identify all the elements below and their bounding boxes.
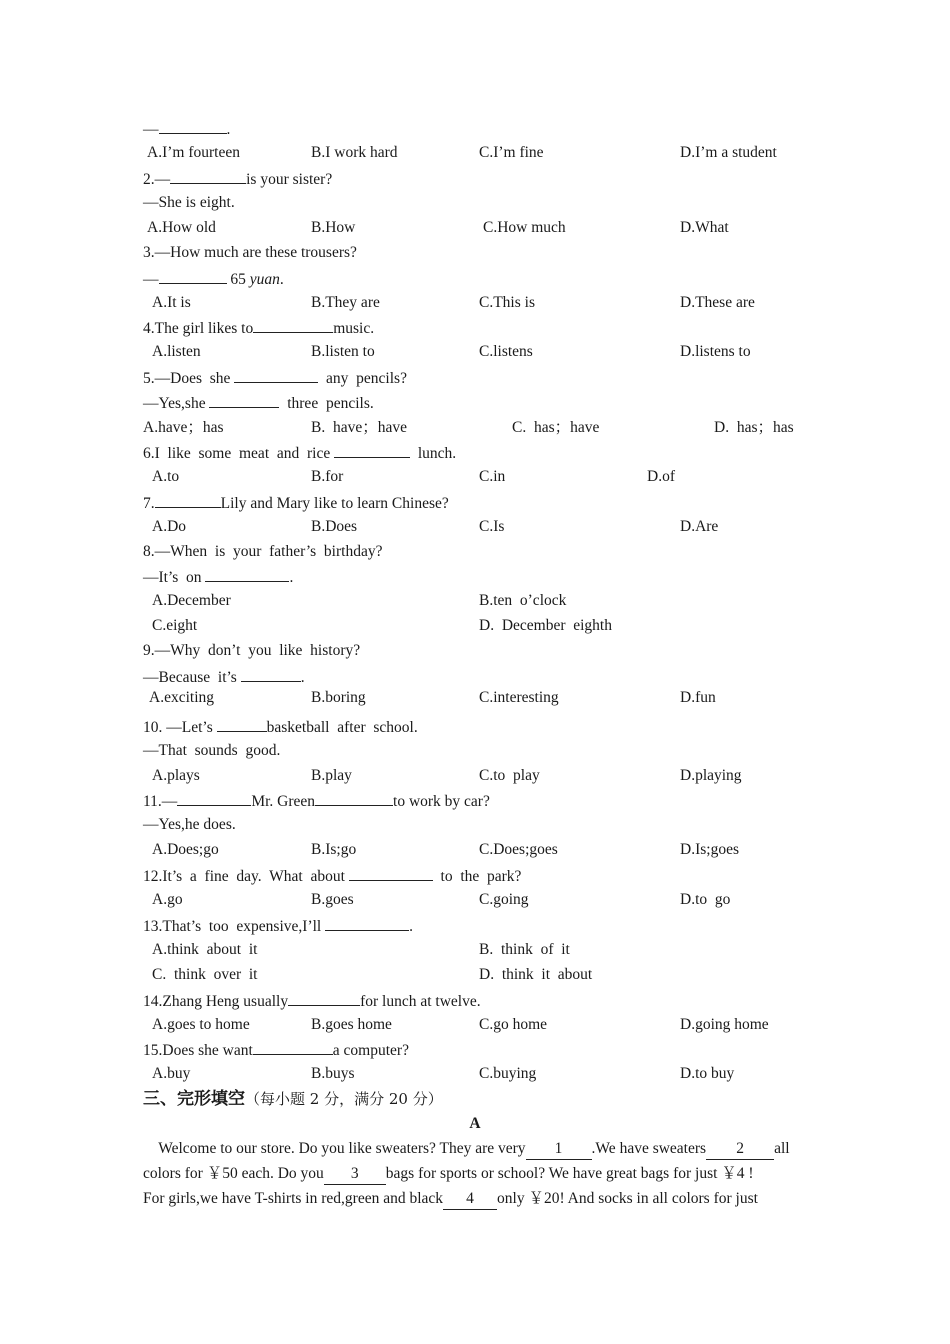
q15-stem: [143, 1039, 409, 1061]
q8-option-d: D. December eighth: [479, 617, 612, 634]
q9-answer-suffix: .: [300, 669, 305, 686]
q1-answer-line: [143, 118, 230, 140]
q3-option-a: A.It is: [152, 294, 191, 311]
answer-blank: [205, 566, 289, 582]
q10-suffix: basketball after school.: [266, 719, 418, 736]
answer-blank: [288, 990, 360, 1006]
passage-text: all: [774, 1140, 790, 1157]
q5-option-a: A.have；has: [143, 419, 224, 436]
q7-option-b: B.Does: [311, 518, 358, 535]
q15-option-c: C.buying: [479, 1065, 537, 1082]
passage-line-1: [143, 1139, 790, 1160]
q15-prefix: 15.Does she want: [143, 1042, 253, 1059]
q1-option-b: B.I work hard: [311, 144, 398, 161]
answer-blank: [253, 317, 333, 333]
passage-line-3: [143, 1189, 758, 1210]
q8-stem: 8.—When is your father’s birthday?: [143, 543, 383, 560]
q7-option-d: D.Are: [680, 518, 719, 535]
answer-blank: [209, 392, 279, 408]
q2-option-c: C.How much: [483, 219, 566, 236]
q4-option-b: B.listen to: [311, 343, 375, 360]
answer-blank: [177, 790, 251, 806]
passage-text: .We have sweaters: [591, 1140, 707, 1157]
cloze-blank-2: 2: [706, 1139, 774, 1160]
passage-text: colors for ￥50 each. Do you: [143, 1165, 324, 1182]
q13-option-c: C. think over it: [152, 966, 258, 983]
q9-option-a: A.exciting: [149, 689, 214, 706]
passage-text: For girls,we have T-shirts in red,green and black: [143, 1190, 444, 1207]
q5-answer: [143, 392, 374, 414]
q6-stem: [143, 442, 456, 464]
q12-prefix: 12.It’s a fine day. What about: [143, 868, 349, 885]
q5-suffix: any pencils?: [318, 370, 407, 387]
q15-option-a: A.buy: [152, 1065, 191, 1082]
q13-suffix: .: [409, 918, 413, 935]
q2-option-b: B.How: [311, 219, 356, 236]
q13-stem: [143, 915, 413, 937]
q5-option-d: D. has；has: [714, 419, 794, 436]
q2-option-d: D.What: [680, 219, 729, 236]
q8-option-b: B.ten o’clock: [479, 592, 567, 609]
answer-blank: [315, 790, 393, 806]
q9-answer: [143, 666, 305, 688]
q11-prefix: 11.—: [143, 793, 178, 810]
q6-prefix: 6.I like some meat and rice: [143, 445, 335, 462]
answer-blank: [325, 915, 409, 931]
q13-option-b: B. think of it: [479, 941, 570, 958]
q6-option-b: B.for: [311, 468, 344, 485]
q13-option-d: D. think it about: [479, 966, 593, 983]
q10-option-a: A.plays: [152, 767, 200, 784]
q9-stem: 9.—Why don’t you like history?: [143, 642, 361, 659]
section-title: 三、完形填空: [143, 1089, 245, 1109]
answer-blank: [349, 865, 433, 881]
answer-blank: [170, 168, 246, 184]
q2-suffix: is your sister?: [246, 171, 333, 188]
cloze-blank-1: 1: [526, 1139, 592, 1160]
q6-option-d: D.of: [647, 468, 675, 485]
q12-option-d: D.to go: [680, 891, 731, 908]
q2-answer: —She is eight.: [143, 194, 235, 211]
q8-answer: [143, 566, 293, 588]
q5-answer-prefix: —Yes,she: [143, 395, 210, 412]
q5-stem: [143, 367, 407, 389]
q8-answer-suffix: .: [289, 569, 294, 586]
q11-option-c: C.Does;goes: [479, 841, 558, 858]
q11-answer: —Yes,he does.: [143, 816, 236, 833]
passage-text: only ￥20! And socks in all colors for just: [497, 1190, 758, 1207]
q10-prefix: 10. —Let’s: [143, 719, 217, 736]
q12-option-b: B.goes: [311, 891, 354, 908]
q14-suffix: for lunch at twelve.: [360, 993, 481, 1010]
q13-prefix: 13.That’s too expensive,I’ll: [143, 918, 326, 935]
q7-option-a: A.Do: [152, 518, 187, 535]
q15-option-b: B.buys: [311, 1065, 355, 1082]
q14-option-b: B.goes home: [311, 1016, 392, 1033]
section-heading: [143, 1089, 443, 1110]
period: .: [226, 121, 231, 138]
cloze-blank-3: 3: [324, 1164, 386, 1185]
q6-option-c: C.in: [479, 468, 506, 485]
q2-prefix: 2.—: [143, 171, 171, 188]
passage-line-2: [143, 1164, 754, 1185]
answer-blank: [159, 268, 227, 284]
q7-stem: [143, 492, 449, 514]
q3-option-d: D.These are: [680, 294, 755, 311]
q11-stem: [143, 790, 490, 812]
q6-option-a: A.to: [152, 468, 180, 485]
q7-suffix: Lily and Mary like to learn Chinese?: [220, 495, 449, 512]
q10-option-b: B.play: [311, 767, 352, 784]
q12-option-c: C.going: [479, 891, 529, 908]
answer-blank: [217, 716, 267, 732]
answer-blank: [334, 442, 410, 458]
q1-option-a: A.I’m fourteen: [147, 144, 240, 161]
q6-suffix: lunch.: [410, 445, 457, 462]
dash: —: [143, 271, 159, 288]
q14-prefix: 14.Zhang Heng usually: [143, 993, 289, 1010]
q2-stem: [143, 168, 332, 190]
q11-option-d: D.Is;goes: [680, 841, 739, 858]
unit: yuan: [249, 271, 280, 288]
q4-suffix: music.: [333, 320, 375, 337]
q4-stem: [143, 317, 374, 339]
q14-stem: [143, 990, 481, 1012]
period: .: [279, 271, 284, 288]
answer-blank: [253, 1039, 333, 1055]
q15-suffix: a computer?: [332, 1042, 409, 1059]
answer-blank: [159, 118, 227, 134]
passage-label: A: [469, 1115, 481, 1132]
q8-option-c: C.eight: [152, 617, 198, 634]
q1-option-d: D.I’m a student: [680, 144, 777, 161]
q8-option-a: A.December: [152, 592, 231, 609]
dash: —: [143, 121, 159, 138]
answer-blank: [155, 492, 221, 508]
q10-answer: —That sounds good.: [143, 742, 281, 759]
q2-option-a: A.How old: [147, 219, 216, 236]
q5-prefix: 5.—Does she: [143, 370, 235, 387]
q4-option-c: C.listens: [479, 343, 533, 360]
q14-option-c: C.go home: [479, 1016, 548, 1033]
q11-middle: Mr. Green: [251, 793, 316, 810]
q4-prefix: 4.The girl likes to: [143, 320, 254, 337]
section-scoring-note: （每小题 2 分，满分 20 分）: [245, 1090, 443, 1108]
passage-text: Welcome to our store. Do you like sweaters? They are very: [143, 1140, 526, 1157]
price: 65: [226, 271, 250, 288]
q10-stem: [143, 716, 418, 738]
q11-suffix: to work by car?: [393, 793, 490, 810]
q5-option-b: B. have；have: [311, 419, 407, 436]
q10-option-c: C.to play: [479, 767, 540, 784]
q3-answer-line: [143, 268, 284, 290]
q8-answer-prefix: —It’s on: [143, 569, 206, 586]
q14-option-d: D.going home: [680, 1016, 769, 1033]
q11-option-a: A.Does;go: [152, 841, 219, 858]
q14-option-a: A.goes to home: [152, 1016, 250, 1033]
q12-suffix: to the park?: [432, 868, 522, 885]
q4-option-d: D.listens to: [680, 343, 751, 360]
q12-stem: [143, 865, 521, 887]
q3-option-b: B.They are: [311, 294, 380, 311]
q9-option-b: B.boring: [311, 689, 366, 706]
q4-option-a: A.listen: [152, 343, 201, 360]
q7-prefix: 7.: [143, 495, 155, 512]
q13-option-a: A.think about it: [152, 941, 258, 958]
cloze-blank-4: 4: [443, 1189, 497, 1210]
answer-blank: [241, 666, 301, 682]
q3-option-c: C.This is: [479, 294, 535, 311]
q10-option-d: D.playing: [680, 767, 742, 784]
q15-option-d: D.to buy: [680, 1065, 735, 1082]
q9-answer-prefix: —Because it’s: [143, 669, 241, 686]
q5-option-c: C. has；have: [512, 419, 600, 436]
q5-answer-suffix: three pencils.: [279, 395, 374, 412]
passage-text: bags for sports or school? We have great bags for just ￥4 !: [385, 1165, 754, 1182]
q7-option-c: C.Is: [479, 518, 505, 535]
q1-option-c: C.I’m fine: [479, 144, 544, 161]
q12-option-a: A.go: [152, 891, 183, 908]
q9-option-d: D.fun: [680, 689, 716, 706]
q11-option-b: B.Is;go: [311, 841, 357, 858]
answer-blank: [234, 367, 318, 383]
q3-stem: 3.—How much are these trousers?: [143, 244, 357, 261]
q9-option-c: C.interesting: [479, 689, 559, 706]
